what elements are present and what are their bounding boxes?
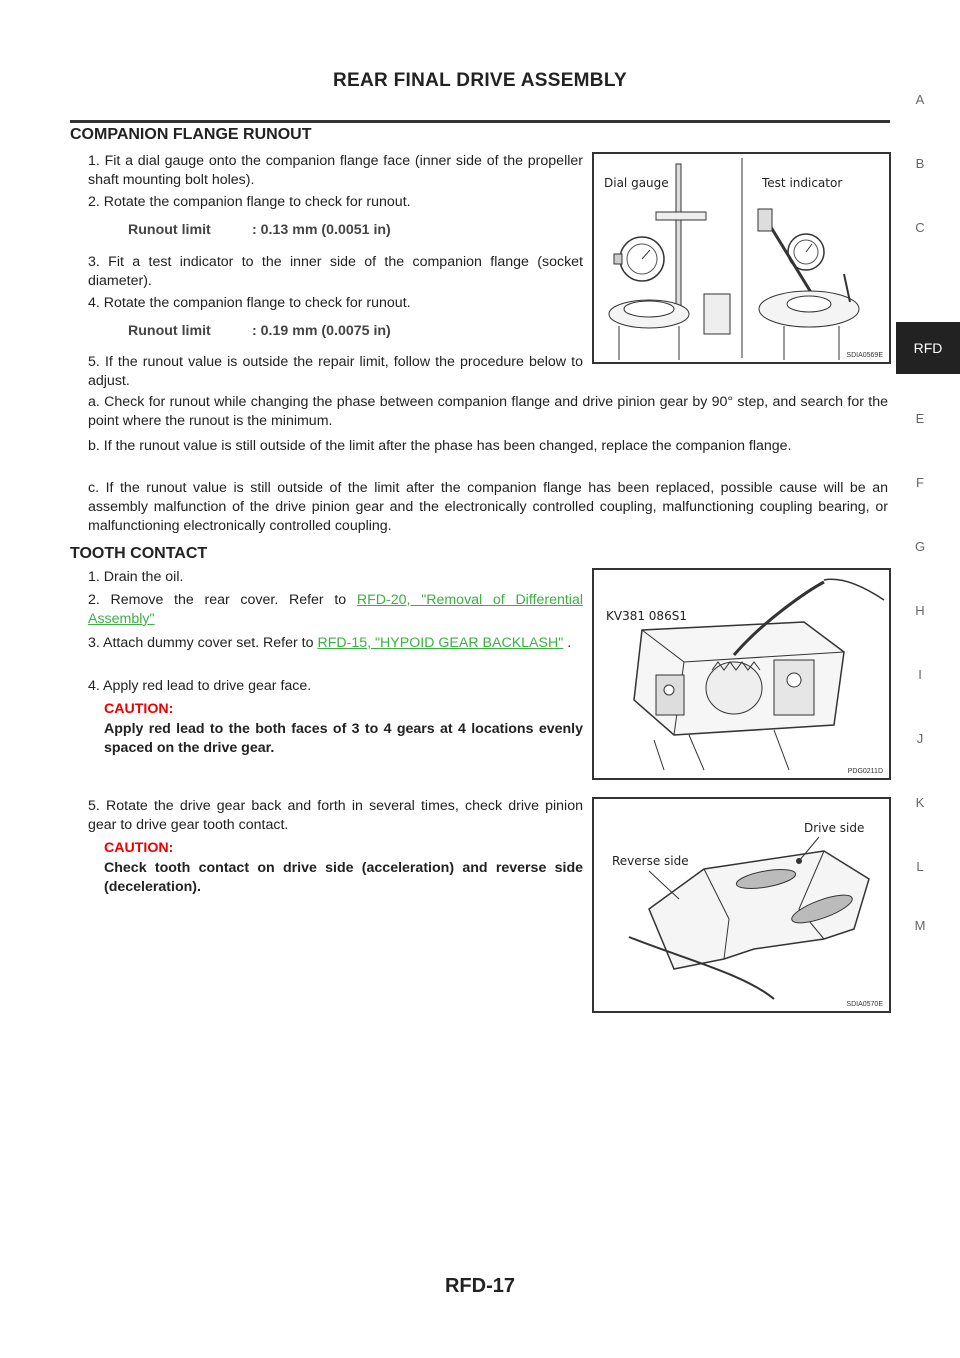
side-index-rfd-active[interactable]: RFD [896, 322, 960, 374]
substep-b: b. If the runout value is still outside of the limit after the phase has been changed, replace the companion flange. [88, 438, 792, 454]
figure-tooth-contact-sides [592, 797, 891, 1013]
dummy-cover-illustration [594, 570, 889, 778]
spec-label: Runout limit [128, 323, 211, 339]
spec-label: Runout limit [128, 222, 211, 238]
page-header-title: REAR FINAL DRIVE ASSEMBLY [333, 70, 627, 91]
runout-limit-spec-2 [128, 323, 391, 339]
header-rule [70, 120, 890, 123]
step-2: 2. Rotate the companion flange to check for runout. [88, 194, 411, 210]
caution-text-1: Apply red lead to the both faces of 3 to 4 gears at 4 locations evenly spaced on the drive gear. [104, 721, 583, 756]
substep-a: a. Check for runout while changing the phase between companion flange and drive pinion gear by 90° step, and search for the point where the runout is the minimum. [88, 394, 888, 429]
figure-dial-gauge-test-indicator [592, 152, 891, 364]
figure-code: PDG0211D [847, 768, 883, 775]
tc-step-1: 1. Drain the oil. [88, 569, 184, 585]
substep-c: c. If the runout value is still outside of the limit after the companion flange has been replaced, possible cause will be an assembly malfunction of the drive pinion gear and the electronically controlled coupling, malfunctioning coupling bearing, or malfunctioning electronically controlled coupling. [88, 480, 888, 534]
side-index-m[interactable]: M [914, 918, 926, 933]
test-indicator-label: Test indicator [762, 176, 843, 190]
page-number: RFD-17 [444, 1275, 515, 1297]
side-index-b[interactable]: B [915, 156, 925, 171]
step-1: 1. Fit a dial gauge onto the companion flange face (inner side of the propeller shaft mounting bolt holes). [88, 153, 583, 188]
step-3: 3. Fit a test indicator to the inner side of the companion flange (socket diameter). [88, 254, 583, 289]
side-index-f[interactable]: F [916, 475, 924, 490]
tc-step-3-tail: . [563, 635, 572, 651]
step-4: 4. Rotate the companion flange to check for runout. [88, 295, 411, 311]
side-index-i[interactable]: I [918, 667, 922, 682]
kv-tool-label: KV381 086S1 [606, 609, 687, 623]
side-index-k[interactable]: K [915, 795, 925, 810]
tooth-contact-illustration [594, 799, 889, 1011]
caution-label-1: CAUTION: [104, 701, 174, 717]
section-heading-tooth-contact: TOOTH CONTACT [70, 545, 208, 562]
side-index-j[interactable]: J [916, 731, 924, 746]
xref-removal-of-differential-assembly[interactable]: RFD-20, "Removal of Differential Assembly" [88, 592, 583, 627]
figure-code: SDIA0569E [846, 352, 883, 359]
caution-label-2: CAUTION: [104, 840, 174, 856]
tc-step-4: 4. Apply red lead to drive gear face. [88, 678, 312, 694]
tc-step-2 [88, 591, 583, 629]
tc-step-2-text: 2. Remove the rear cover. Refer to [88, 592, 357, 608]
tc-step-5: 5. Rotate the drive gear back and forth in several times, check drive pinion gear to drive gear tooth contact. [88, 798, 583, 833]
figure-dummy-cover-set [592, 568, 891, 780]
step-5: 5. If the runout value is outside the repair limit, follow the procedure below to adjust. [88, 354, 583, 389]
section-heading-companion-flange-runout: COMPANION FLANGE RUNOUT [70, 126, 312, 143]
side-index-g[interactable]: G [914, 539, 926, 554]
runout-limit-spec-1 [128, 222, 391, 238]
dial-gauge-illustration [594, 154, 889, 362]
spec-value: : 0.13 mm (0.0051 in) [252, 222, 391, 238]
side-index-c[interactable]: C [915, 220, 925, 235]
tc-step-3-text: 3. Attach dummy cover set. Refer to [88, 635, 318, 651]
side-index-a[interactable]: A [915, 92, 925, 107]
figure-code: SDIA0570E [846, 1001, 883, 1008]
xref-hypoid-gear-backlash[interactable]: RFD-15, "HYPOID GEAR BACKLASH" [317, 635, 564, 651]
reverse-side-label: Reverse side [612, 854, 689, 868]
side-index-h[interactable]: H [915, 603, 925, 618]
caution-text-2: Check tooth contact on drive side (acceleration) and reverse side (deceleration). [104, 860, 583, 895]
side-index-e[interactable]: E [915, 411, 925, 426]
dial-gauge-label: Dial gauge [604, 176, 669, 190]
spec-value: : 0.19 mm (0.0075 in) [252, 323, 391, 339]
tc-step-3 [88, 634, 583, 653]
side-index-l[interactable]: L [916, 859, 924, 874]
drive-side-label: Drive side [804, 821, 865, 835]
